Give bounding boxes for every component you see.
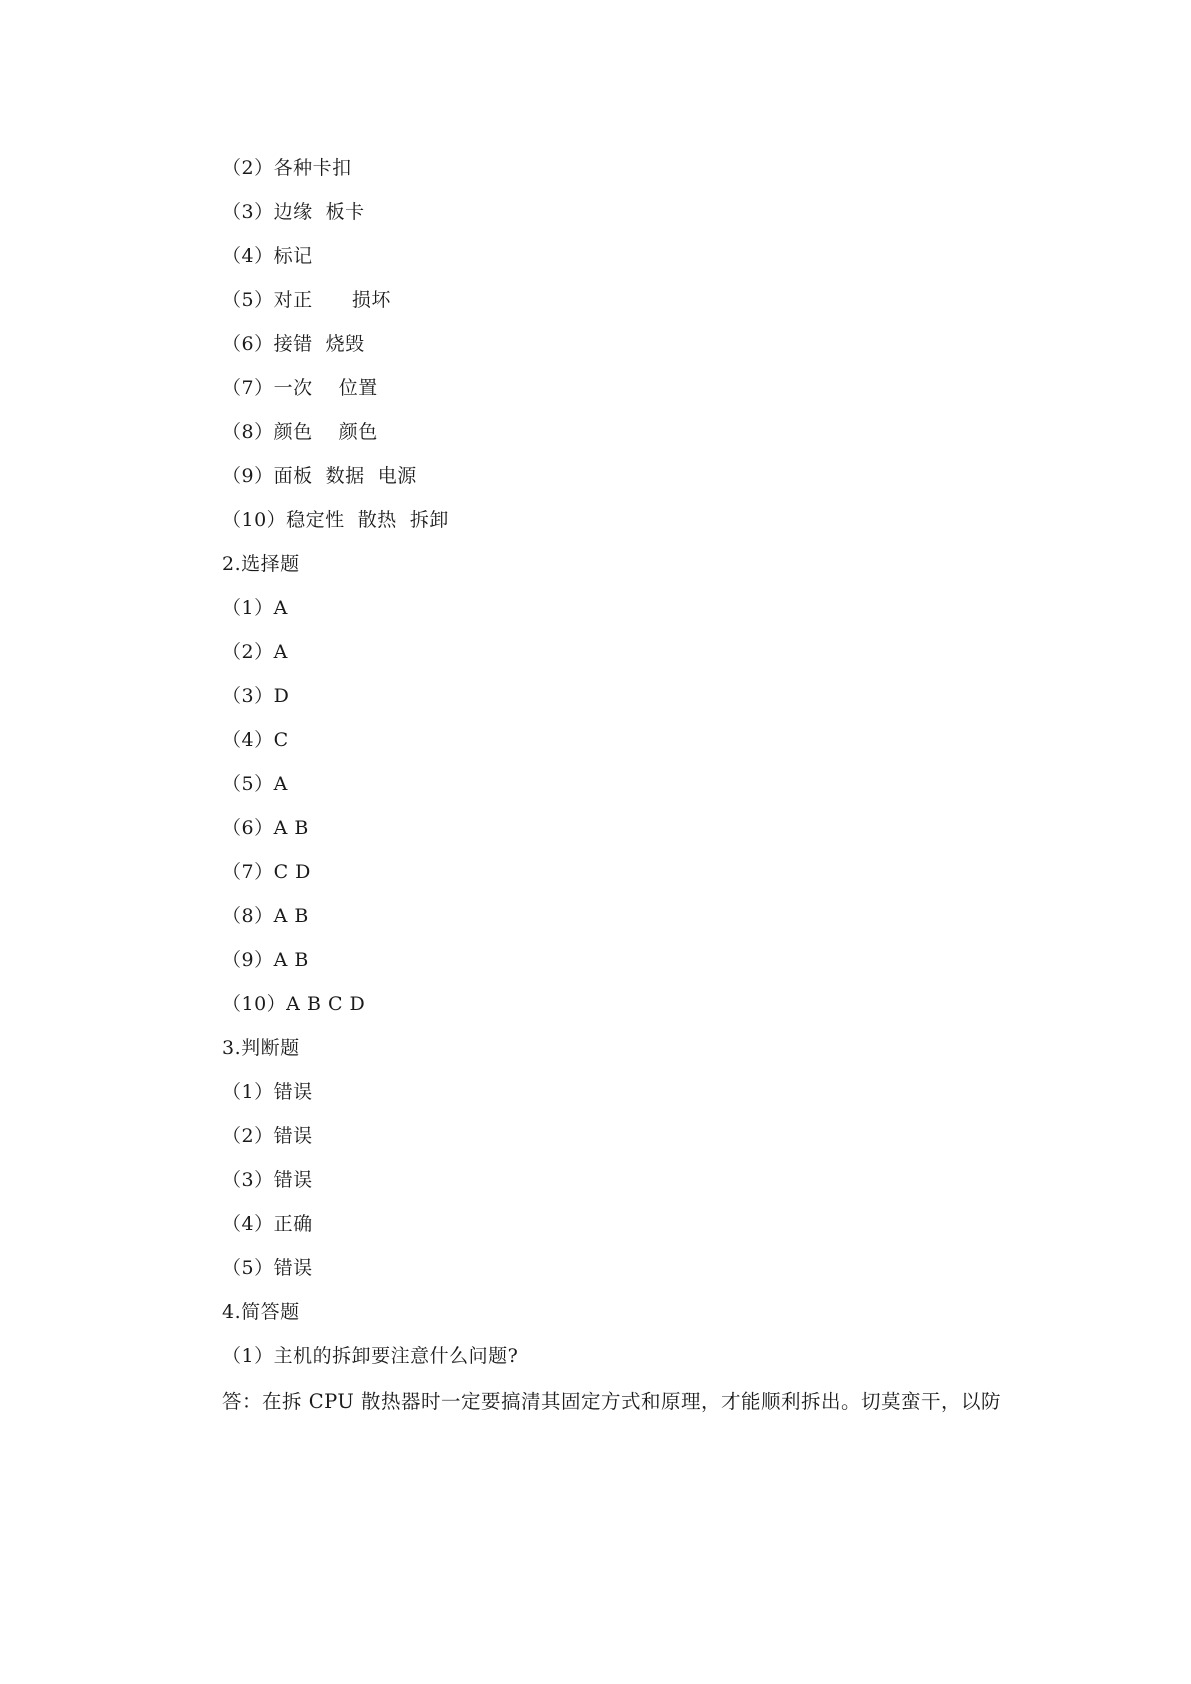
- choice-item-6: （6）A B: [222, 817, 309, 839]
- fill-in-item-5: （5）对正 损坏: [222, 289, 391, 311]
- judgement-item-3: （3）错误: [222, 1169, 313, 1191]
- short-answer-answer-1: 答：在拆 CPU 散热器时一定要搞清其固定方式和原理，才能顺利拆出。切莫蛮干，以防: [222, 1390, 1002, 1413]
- fill-in-item-3: （3）边缘 板卡: [222, 201, 365, 223]
- choice-heading: 2.选择题: [222, 553, 300, 575]
- fill-in-item-6: （6）接错 烧毁: [222, 333, 365, 355]
- choice-item-2: （2）A: [222, 641, 288, 663]
- fill-in-item-10: （10）稳定性 散热 拆卸: [222, 509, 449, 531]
- judgement-item-5: （5）错误: [222, 1257, 313, 1279]
- fill-in-item-7: （7）一次 位置: [222, 377, 378, 399]
- choice-item-5: （5）A: [222, 773, 288, 795]
- judgement-item-2: （2）错误: [222, 1125, 313, 1147]
- judgement-item-1: （1）错误: [222, 1081, 313, 1103]
- choice-item-3: （3）D: [222, 685, 290, 707]
- short-answer-question-1: （1）主机的拆卸要注意什么问题?: [222, 1345, 519, 1367]
- fill-in-item-9: （9）面板 数据 电源: [222, 465, 417, 487]
- choice-item-8: （8）A B: [222, 905, 309, 927]
- short-answer-heading: 4.简答题: [222, 1301, 300, 1323]
- fill-in-item-8: （8）颜色 颜色: [222, 421, 378, 443]
- fill-in-item-2: （2）各种卡扣: [222, 157, 352, 179]
- choice-item-4: （4）C: [222, 729, 289, 751]
- choice-item-1: （1）A: [222, 597, 288, 619]
- judgement-item-4: （4）正确: [222, 1213, 313, 1235]
- choice-item-9: （9）A B: [222, 949, 309, 971]
- judgement-heading: 3.判断题: [222, 1037, 300, 1059]
- fill-in-item-4: （4）标记: [222, 245, 313, 267]
- choice-item-10: （10）A B C D: [222, 993, 366, 1015]
- choice-item-7: （7）C D: [222, 861, 311, 883]
